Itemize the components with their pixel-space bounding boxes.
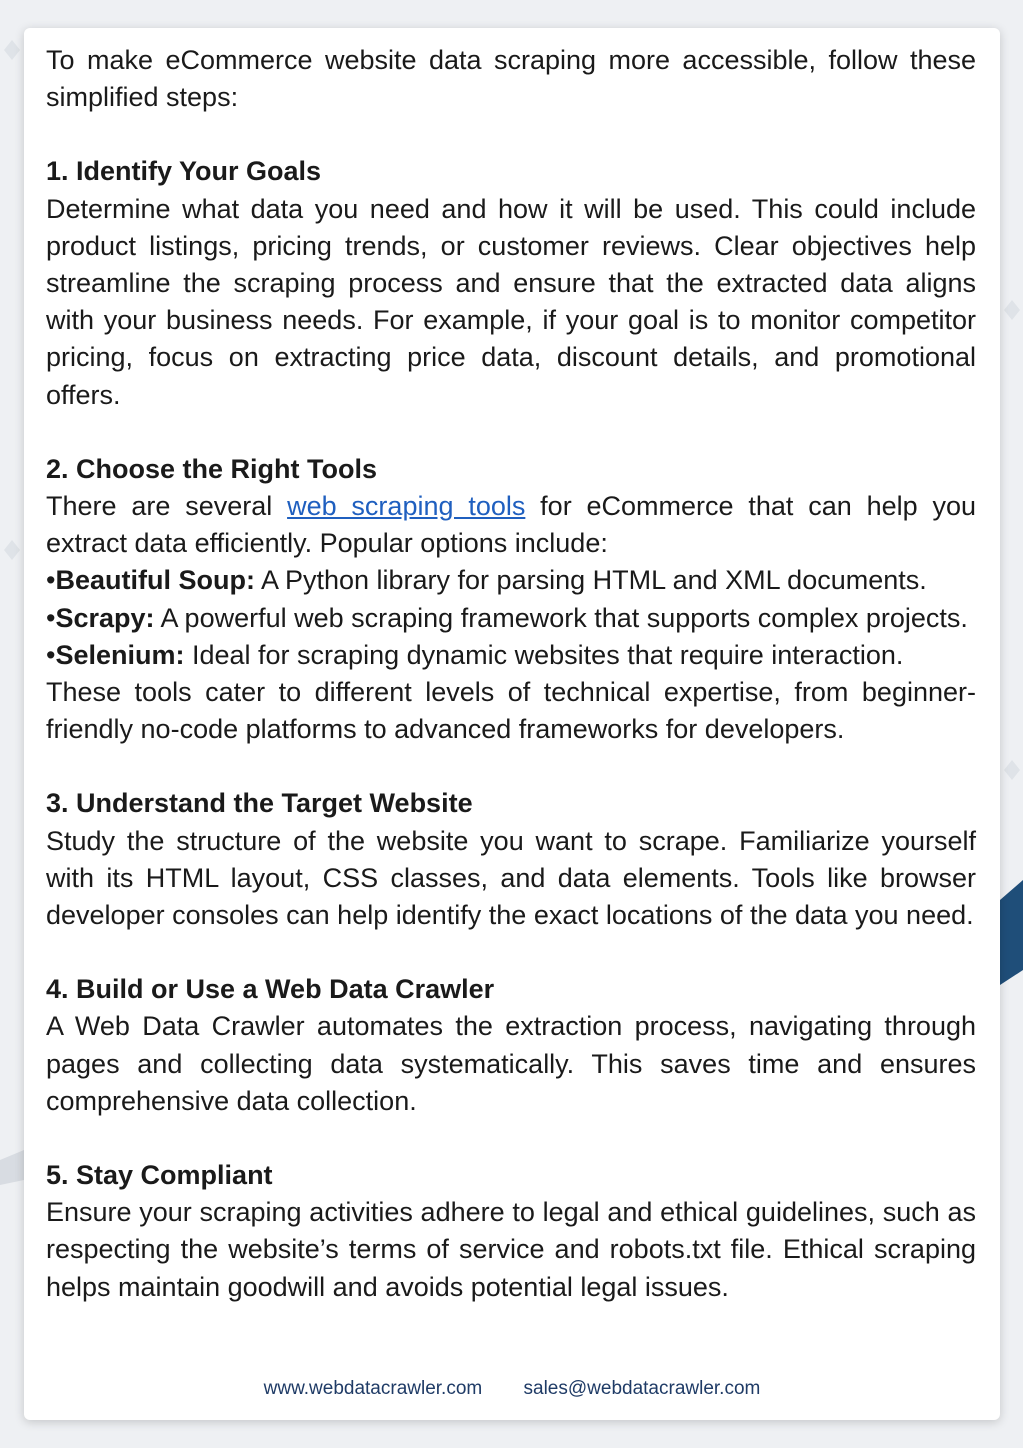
bullet-term: Selenium:: [55, 639, 185, 670]
bullet-item: •Scrapy: A powerful web scraping framework that supports complex projects.: [46, 602, 968, 633]
bullet-text: A Python library for parsing HTML and XML documents.: [254, 565, 927, 596]
corner-accent-left: [0, 1150, 24, 1185]
bullet-item: •Beautiful Soup: A Python library for parsing HTML and XML documents.: [46, 565, 927, 596]
bullet-item: •Selenium: Ideal for scraping dynamic websites that require interaction.: [46, 639, 904, 670]
section-body-2: [46, 488, 976, 562]
footer-website[interactable]: www.webdatacrawler.com: [263, 1378, 483, 1399]
footer: [24, 1378, 1000, 1400]
section-heading-4: 4. Build or Use a Web Data Crawler: [46, 974, 495, 1005]
section-body-4: A Web Data Crawler automates the extraction process, navigating through pages and collecting data systematically. This saves time and ensures comprehensive data collection.: [46, 1011, 976, 1116]
section-heading-5: 5. Stay Compliant: [46, 1160, 273, 1191]
intro-paragraph: To make eCommerce website data scraping more accessible, follow these simplified steps:: [46, 45, 976, 113]
bullet-term: Scrapy:: [55, 602, 155, 633]
bullet-text: Ideal for scraping dynamic websites that require interaction.: [184, 639, 904, 670]
section-body-2-before: There are several: [46, 491, 288, 522]
document-body: [46, 42, 976, 1306]
section-heading-1: 1. Identify Your Goals: [46, 156, 322, 187]
section-closing-2: These tools cater to different levels of technical expertise, from beginner-friendly no-code platforms to advanced frameworks for developers.: [46, 677, 976, 745]
section-body-3: Study the structure of the website you want to scrape. Familiarize yourself with its HTML layout, CSS classes, and data elements. Tools like browser developer consoles can help identify the exact locations of the data you need.: [46, 825, 976, 931]
document-card: [24, 28, 1000, 1420]
section-body-5: Ensure your scraping activities adhere to legal and ethical guidelines, such as respecting the website’s terms of service and robots.txt file. Ethical scraping helps maintain goodwill and avoids potential legal issues.: [46, 1197, 976, 1302]
web-scraping-tools-link[interactable]: web scraping tools: [287, 491, 526, 522]
section-heading-2: 2. Choose the Right Tools: [46, 453, 378, 484]
section-body-1: Determine what data you need and how it will be used. This could include product listings, pricing trends, or customer reviews. Clear objectives help streamline the scraping process and ensure that the extracted data aligns with your business needs. For example, if your goal is to monitor competitor pricing, focus on extracting price data, discount details, and promotional offers.: [46, 193, 976, 410]
bullet-term: Beautiful Soup:: [55, 565, 255, 596]
footer-email[interactable]: sales@webdatacrawler.com: [523, 1378, 761, 1399]
corner-accent-right: [1000, 880, 1023, 985]
section-body-2-after: for eCommerce that can help you extract data efficiently. Popular options include:: [46, 491, 977, 559]
section-heading-3: 3. Understand the Target Website: [46, 788, 473, 819]
bullet-text: A powerful web scraping framework that supports complex projects.: [154, 602, 968, 633]
